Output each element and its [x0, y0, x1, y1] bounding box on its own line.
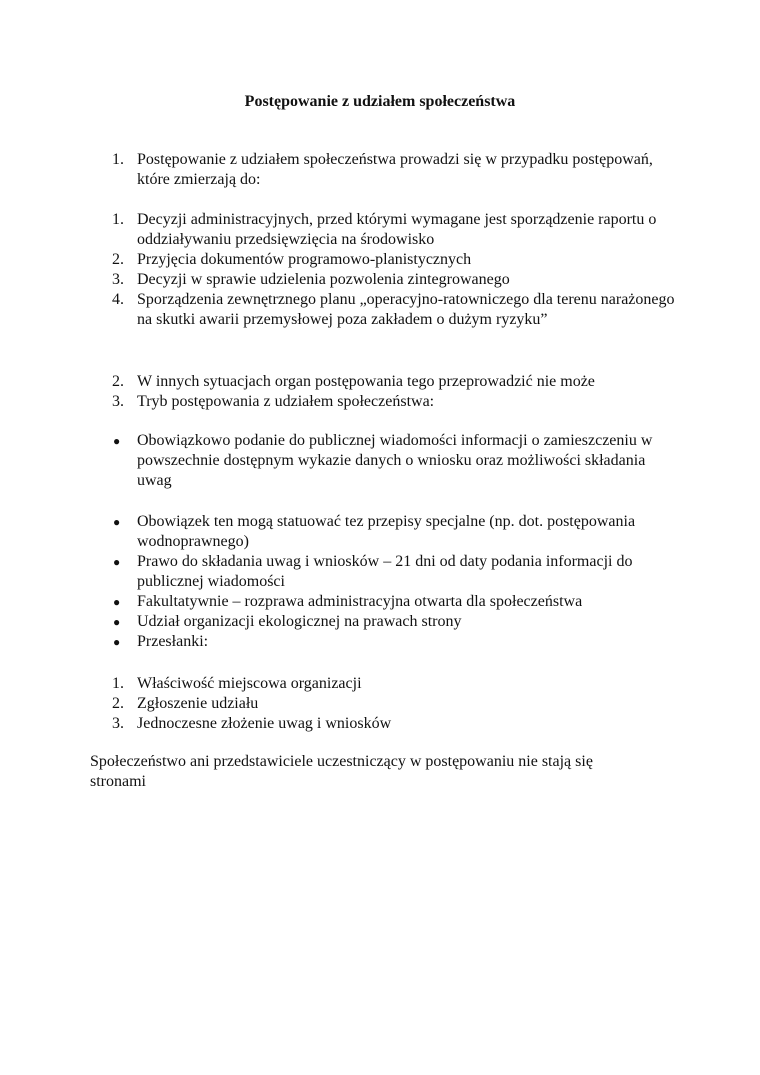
numbered-list-a: [0, 210, 760, 330]
list-item: [0, 632, 760, 652]
list-number: 2.: [112, 251, 124, 268]
bullet-list-a: [0, 431, 760, 491]
list-number: 1.: [112, 211, 124, 228]
intro-list: [0, 150, 760, 190]
list-item-text: Udział organizacji ekologicznej na prawach strony: [137, 613, 462, 630]
list-item: [0, 512, 760, 552]
list-item: [0, 150, 760, 190]
list-item: [0, 431, 760, 491]
list-item: [0, 592, 760, 612]
list-item-text: Decyzji w sprawie udzielenia pozwolenia zintegrowanego: [137, 271, 510, 288]
bullet-list-b: [0, 512, 760, 652]
bullet-icon: ●: [113, 595, 121, 609]
list-item-text: Fakultatywnie – rozprawa administracyjna otwarta dla społeczeństwa: [137, 593, 583, 610]
list-item: [0, 270, 760, 290]
list-item: [0, 694, 760, 714]
list-number: 3.: [112, 393, 124, 410]
list-number: 1.: [112, 675, 124, 692]
bullet-icon: ●: [113, 434, 121, 448]
list-item: [0, 210, 760, 250]
list-number: 2.: [112, 695, 124, 712]
list-item-text: Obowiązkowo podanie do publicznej wiadomości informacji o zamieszczeniu w powszechnie dostępnym wykazie danych o wniosku oraz możliwości składania uwag: [137, 432, 653, 489]
bullet-icon: ●: [113, 615, 121, 629]
list-item: [0, 552, 760, 592]
list-number: 1.: [112, 151, 124, 168]
list-item-text: Postępowanie z udziałem społeczeństwa prowadzi się w przypadku postępowań, które zmierzają do:: [137, 151, 653, 188]
list-number: 3.: [112, 715, 124, 732]
list-item-text: Przyjęcia dokumentów programowo-planistycznych: [137, 251, 472, 268]
list-item: [0, 290, 760, 330]
list-item-text: Prawo do składania uwag i wniosków – 21 dni od daty podania informacji do publicznej wiadomości: [137, 553, 633, 590]
closing-paragraph: Społeczeństwo ani przedstawiciele uczestniczący w postępowaniu nie stają się stronami: [90, 753, 593, 790]
list-item-text: Przesłanki:: [137, 633, 209, 650]
list-item-text: Decyzji administracyjnych, przed którymi wymagane jest sporządzenie raportu o oddziaływaniu przedsięwzięcia na środowisko: [137, 211, 657, 248]
list-item: [0, 714, 760, 734]
document-title: Postępowanie z udziałem społeczeństwa: [244, 93, 516, 110]
list-number: 3.: [112, 271, 124, 288]
list-item-text: Zgłoszenie udziału: [137, 695, 259, 712]
bullet-icon: ●: [113, 635, 121, 649]
list-item-text: W innych sytuacjach organ postępowania tego przeprowadzić nie może: [137, 373, 595, 390]
list-number: 2.: [112, 373, 124, 390]
list-item: [0, 612, 760, 632]
list-item: [0, 674, 760, 694]
list-number: 4.: [112, 291, 124, 308]
numbered-list-b: [0, 372, 760, 412]
bullet-icon: ●: [113, 555, 121, 569]
list-item-text: Tryb postępowania z udziałem społeczeństwa:: [137, 393, 435, 410]
list-item: [0, 392, 760, 412]
list-item-text: Właściwość miejscowa organizacji: [137, 675, 362, 692]
list-item: [0, 372, 760, 392]
list-item: [0, 250, 760, 270]
list-item-text: Jednoczesne złożenie uwag i wniosków: [137, 715, 392, 732]
list-item-text: Sporządzenia zewnętrznego planu „operacyjno-ratowniczego dla terenu narażonego na skutki awarii przemysłowej poza zakładem o dużym ryzyku”: [137, 291, 675, 328]
list-item-text: Obowiązek ten mogą statuować tez przepisy specjalne (np. dot. postępowania wodnoprawnego): [137, 513, 636, 550]
bullet-icon: ●: [113, 515, 121, 529]
numbered-list-c: [0, 674, 760, 734]
